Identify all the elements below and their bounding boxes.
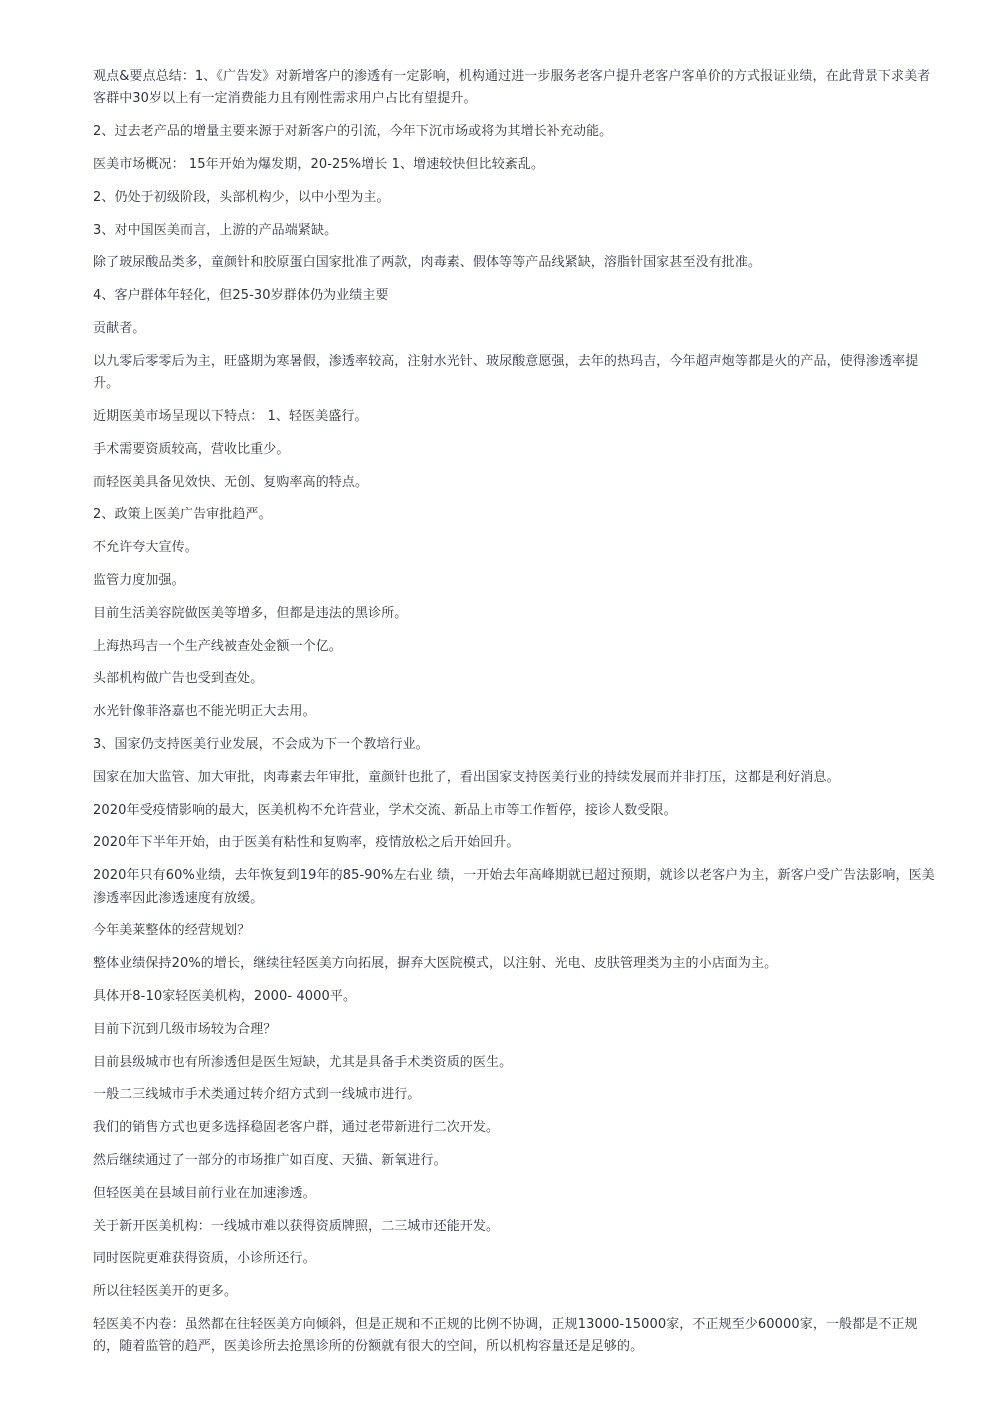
paragraph: 具体开8-10家轻医美机构，2000- 4000平。 <box>93 988 357 1004</box>
paragraph: 目前生活美容院做医美等增多，但都是违法的黑诊所。 <box>93 605 408 621</box>
paragraph: 2020年只有60%业绩，去年恢复到19年的85-90%左右业 绩，一开始去年高峰期就已超过预期，就诊以老客户为主，新客户受广告法影响，医美渗透率因此渗透速度有放缓。 <box>93 868 935 906</box>
paragraph: 水光针像菲洛嘉也不能光明正大去用。 <box>93 704 316 720</box>
paragraph: 监管力度加强。 <box>93 572 185 588</box>
paragraph: 4、客户群体年轻化，但25-30岁群体仍为业绩主要 <box>93 288 389 304</box>
paragraph: 而轻医美具备见效快、无创、复购率高的特点。 <box>93 474 369 490</box>
paragraph: 同时医院更难获得资质，小诊所还行。 <box>93 1251 316 1267</box>
paragraph: 但轻医美在县域目前行业在加速渗透。 <box>93 1185 316 1201</box>
paragraph: 贡献者。 <box>93 320 146 336</box>
paragraph: 上海热玛吉一个生产线被查处金额一个亿。 <box>93 638 342 654</box>
paragraph: 除了玻尿酸品类多，童颜针和胶原蛋白国家批准了两款，肉毒素、假体等等产品线紧缺，溶脂针国家甚至没有批准。 <box>93 255 762 271</box>
paragraph: 一般二三线城市手术类通过转介绍方式到一线城市进行。 <box>93 1087 421 1103</box>
paragraph-recent-features: 近期医美市场呈现以下特点： 1、轻医美盛行。 <box>93 408 368 424</box>
document-page <box>93 66 937 1369</box>
paragraph: 头部机构做广告也受到查处。 <box>93 671 264 687</box>
paragraph: 2020年受疫情影响的最大，医美机构不允许营业，学术交流、新品上市等工作暂停，接诊人数受限。 <box>93 802 677 818</box>
paragraph: 手术需要资质较高，营收比重少。 <box>93 441 290 457</box>
paragraph: 2020年下半年开始，由于医美有粘性和复购率，疫情放松之后开始回升。 <box>93 835 520 851</box>
paragraph: 目前县级城市也有所渗透但是医生短缺，尤其是具备手术类资质的医生。 <box>93 1054 513 1070</box>
paragraph: 关于新开医美机构：一线城市难以获得资质牌照，二三城市还能开发。 <box>93 1218 500 1234</box>
paragraph: 3、对中国医美而言，上游的产品端紧缺。 <box>93 222 338 238</box>
paragraph: 然后继续通过了一部分的市场推广如百度、天猫、新氧进行。 <box>93 1152 447 1168</box>
paragraph: 2、政策上医美广告审批趋严。 <box>93 507 272 523</box>
question-heading: 目前下沉到几级市场较为合理？ <box>93 1021 277 1037</box>
paragraph: 所以往轻医美开的更多。 <box>93 1284 238 1300</box>
paragraph: 不允许夸大宣传。 <box>93 540 198 556</box>
paragraph: 以九零后零零后为主，旺盛期为寒暑假，渗透率较高，注射水光针、玻尿酸意愿强，去年的热玛吉，今年超声炮等都是火的产品，使得渗透率提升。 <box>93 353 919 392</box>
paragraph: 3、国家仍支持医美行业发展，不会成为下一个教培行业。 <box>93 736 429 752</box>
paragraph-market-overview: 医美市场概况： 15年开始为爆发期，20-25%增长 1、增速较快但比较紊乱。 <box>93 157 545 172</box>
paragraph: 轻医美不内卷：虽然都在往轻医美方向倾斜，但是正规和不正规的比例不协调，正规13000-15000家，不正规至少60000家，一般都是不正规的，随着监管的趋严，医美诊所去抢黑诊所的份额就有很大的空间，所以机构容量还是足够的。 <box>93 1316 918 1355</box>
paragraph: 整体业绩保持20%的增长，继续往轻医美方向拓展，摒弃大医院模式，以注射、光电、皮肤管理类为主的小店面为主。 <box>93 956 778 972</box>
paragraph: 2、过去老产品的增量主要来源于对新客户的引流，今年下沉市场或将为其增长补充动能。 <box>93 124 613 140</box>
paragraph: 2、仍处于初级阶段，头部机构少，以中小型为主。 <box>93 189 390 205</box>
paragraph: 我们的销售方式也更多选择稳固老客户群，通过老带新进行二次开发。 <box>93 1120 500 1136</box>
question-heading: 今年美莱整体的经营规划？ <box>93 923 251 939</box>
paragraph: 国家在加大监管、加大审批，肉毒素去年审批，童颜针也批了，看出国家支持医美行业的持续发展而并非打压，这都是利好消息。 <box>93 769 840 785</box>
paragraph-summary: 观点&要点总结：1、《广告发》对新增客户的渗透有一定影响，机构通过进一步服务老客户提升老客户客单价的方式报证业绩，在此背景下求美者客群中30岁以上有一定消费能力且有刚性需求用户占比有望提升。 <box>93 69 931 107</box>
